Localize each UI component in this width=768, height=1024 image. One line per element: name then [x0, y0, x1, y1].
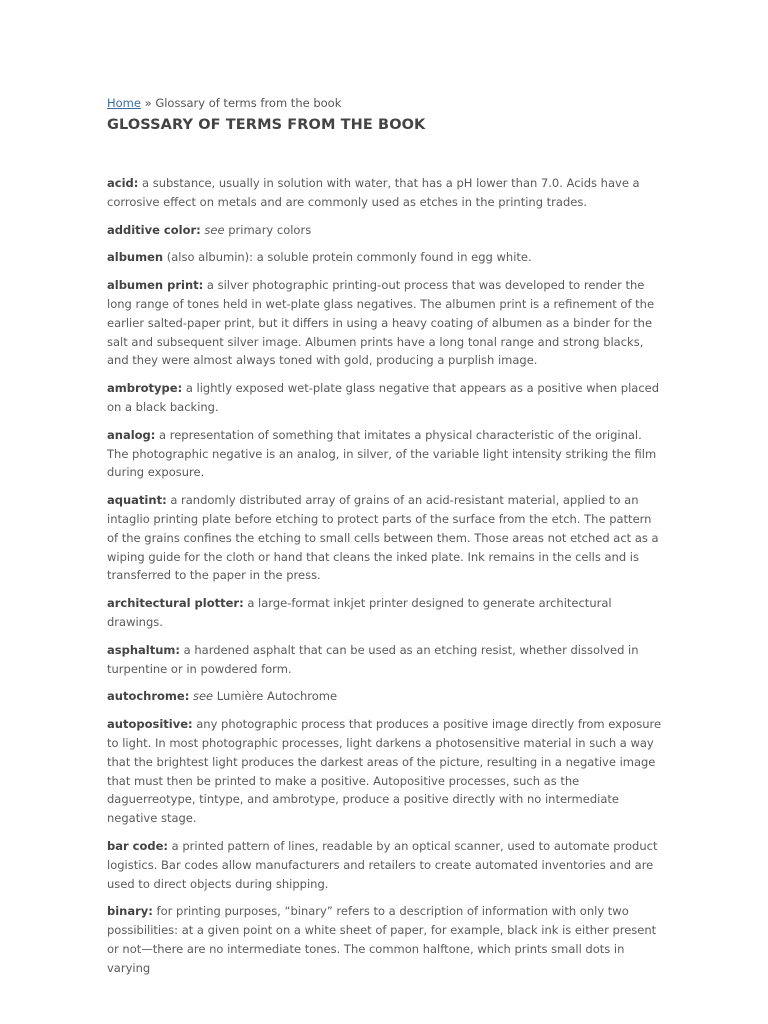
glossary-entry-bar-code	[107, 837, 663, 893]
breadcrumb-home-link[interactable]: Home	[107, 96, 141, 110]
glossary-term: asphaltum:	[107, 642, 180, 657]
glossary-definition: (also albumin): a soluble protein commonly found in egg white.	[163, 250, 532, 265]
glossary-definition: a randomly distributed array of grains of an acid-resistant material, applied to an intaglio printing plate before etching to protect parts of the surface from the etch. The pattern of the grains confines the etching to small cells between them. Those areas not etched act as a wiping guide for the cloth or hand that cleans the inked plate. Ink remains in the cells and is transferred to the paper in the press.	[107, 493, 659, 583]
glossary-term: analog:	[107, 427, 156, 442]
glossary-term: bar code:	[107, 838, 169, 853]
glossary-entry-analog	[107, 426, 663, 482]
glossary-definition: a hardened asphalt that can be used as an etching resist, whether dissolved in turpentine or in powdered form.	[107, 642, 639, 676]
glossary-entry-autopositive	[107, 715, 663, 828]
glossary-term: ambrotype:	[107, 381, 183, 396]
glossary-term: acid:	[107, 176, 139, 190]
glossary-entry-additive-color	[107, 221, 663, 240]
glossary-entry-albumen	[107, 248, 663, 267]
glossary-term: additive color:	[107, 222, 201, 237]
glossary-definition: any photographic process that produces a positive image directly from exposure to light. In most photographic processes, light darkens a photosensitive material in such a way that the brightest light produces the darkest areas of the picture, resulting in a negative image that must then be printed to make a positive. Autopositive processes, such as the daguerreotype, tintype, and ambrotype, produce a positive directly with no intermediate negative stage.	[107, 717, 662, 826]
breadcrumb	[107, 95, 663, 111]
glossary-term: autopositive:	[107, 717, 193, 732]
glossary-definition: a substance, usually in solution with water, that has a pH lower than 7.0. Acids have a corrosive effect on metals and are commonly used as etches in the printing trades.	[107, 176, 640, 209]
glossary-definition: a printed pattern of lines, readable by an optical scanner, used to automate product logistics. Bar codes allow manufacturers and retailers to create automated inventories and are used to direct objects during shipping.	[107, 838, 658, 891]
glossary-entry-albumen-print	[107, 276, 663, 370]
glossary-term: albumen	[107, 250, 164, 265]
glossary-definition: a large-format inkjet printer designed to generate architectural drawings.	[107, 596, 612, 629]
glossary-term: architectural plotter:	[107, 596, 244, 611]
glossary-list	[107, 174, 663, 977]
glossary-definition: for printing purposes, “binary” refers to a description of information with only two possibilities: at a given point on a white sheet of paper, for example, black ink is either present or not—there are no intermediate tones. The common halftone, which prints small dots in varying	[107, 904, 657, 975]
glossary-entry-aquatint	[107, 491, 663, 585]
glossary-definition: a silver photographic printing-out process that was developed to render the long range of tones held in wet-plate glass negatives. The albumen print is a refinement of the earlier salted-paper print, but it differs in using a heavy coating of albumen as a binder for the salt and subsequent silver image. Albumen prints have a long tonal range and strong blacks, and they were almost always toned with gold, producing a purplish image.	[107, 278, 655, 368]
glossary-term: binary:	[107, 904, 153, 919]
glossary-term: albumen print:	[107, 278, 204, 293]
glossary-definition: Lumière Autochrome	[213, 689, 338, 704]
page-content	[107, 95, 663, 986]
glossary-term: aquatint:	[107, 493, 167, 508]
glossary-definition: primary colors	[224, 222, 312, 237]
glossary-definition: a representation of something that imitates a physical characteristic of the original. The photographic negative is an analog, in silver, of the variable light intensity striking the film during exposure.	[107, 427, 657, 480]
glossary-entry-autochrome	[107, 687, 663, 706]
breadcrumb-separator: »	[140, 96, 156, 110]
see-reference: see	[200, 222, 225, 237]
glossary-definition: a lightly exposed wet-plate glass negative that appears as a positive when placed on a black backing.	[107, 381, 660, 414]
glossary-entry-acid	[107, 174, 663, 212]
glossary-entry-ambrotype	[107, 379, 663, 417]
glossary-term: autochrome:	[107, 689, 190, 704]
see-reference: see	[189, 689, 214, 704]
page-title: GLOSSARY OF TERMS FROM THE BOOK	[107, 117, 426, 133]
glossary-entry-asphaltum	[107, 641, 663, 679]
breadcrumb-current: Glossary of terms from the book	[155, 96, 342, 110]
glossary-entry-architectural-plotter	[107, 594, 663, 632]
glossary-entry-binary	[107, 902, 663, 977]
